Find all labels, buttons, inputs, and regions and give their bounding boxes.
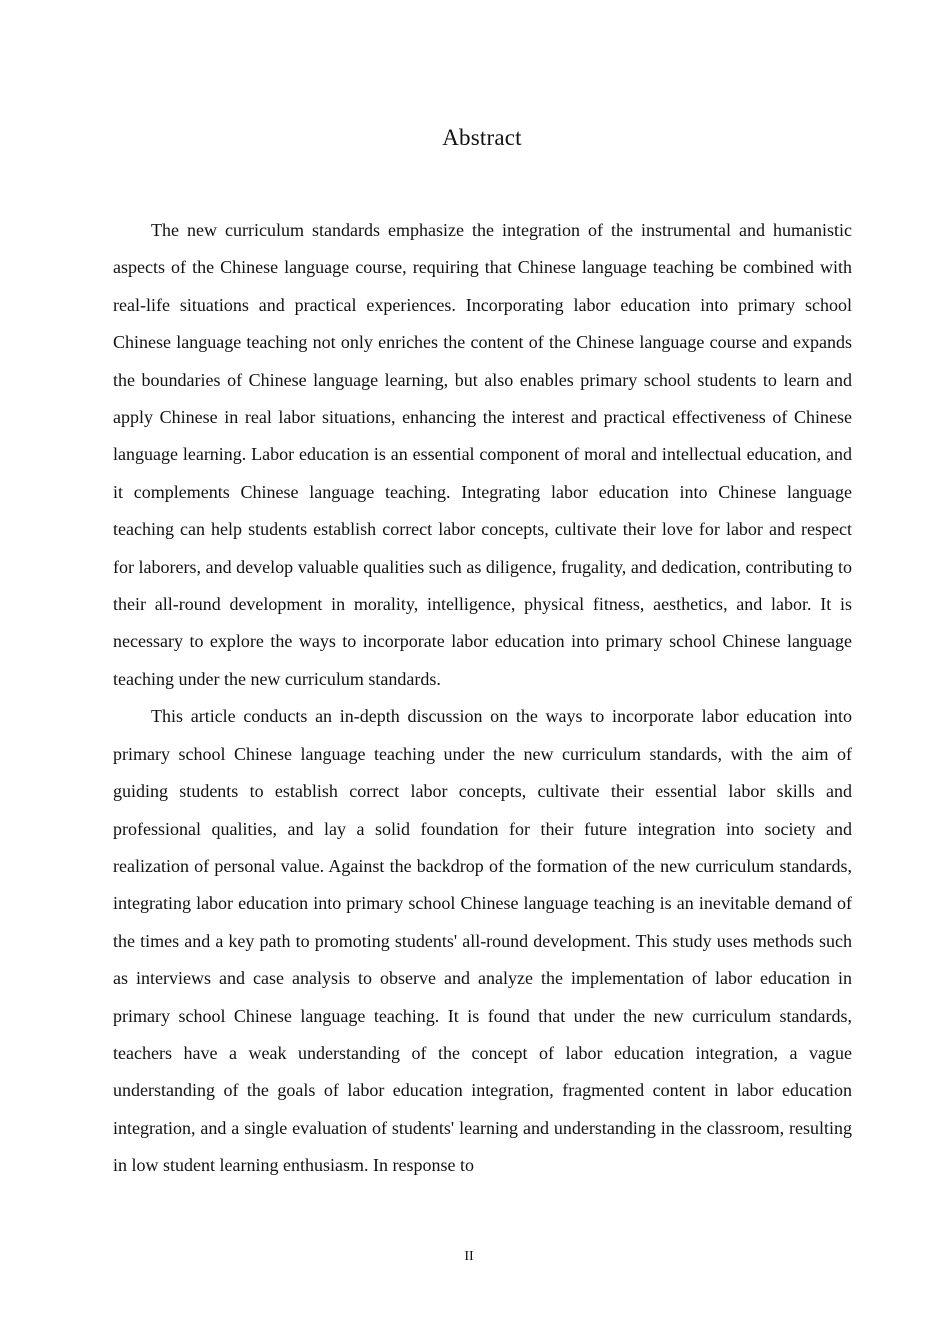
abstract-paragraph-1: The new curriculum standards emphasize the integration of the instrumental and humanistic aspects of the Chinese language course, requiring that Chinese language teaching be combined with real-life situations and practical experiences. Incorporating labor education into primary school Chinese language teaching not only enriches the content of the Chinese language course and expands the boundaries of Chinese language learning, but also enables primary school students to learn and apply Chinese in real labor situations, enhancing the interest and practical effectiveness of Chinese language learning. Labor education is an essential component of moral and intellectual education, and it complements Chinese language teaching. Integrating labor education into Chinese language teaching can help students establish correct labor concepts, cultivate their love for labor and respect for laborers, and develop valuable qualities such as diligence, frugality, and dedication, contributing to their all-round development in morality, intelligence, physical fitness, aesthetics, and labor. It is necessary to explore the ways to incorporate labor education into primary school Chinese language teaching under the new curriculum standards. — [113, 220, 852, 689]
page-number: II — [464, 1249, 474, 1264]
abstract-body — [113, 212, 852, 1185]
page-title: Abstract — [442, 125, 522, 150]
abstract-paragraph-2: This article conducts an in-depth discussion on the ways to incorporate labor education into primary school Chinese language teaching under the new curriculum standards, with the aim of guiding students to establish correct labor concepts, cultivate their essential labor skills and professional qualities, and lay a solid foundation for their future integration into society and realization of personal value. Against the backdrop of the formation of the new curriculum standards, integrating labor education into primary school Chinese language teaching is an inevitable demand of the times and a key path to promoting students' all-round development. This study uses methods such as interviews and case analysis to observe and analyze the implementation of labor education in primary school Chinese language teaching. It is found that under the new curriculum standards, teachers have a weak understanding of the concept of labor education integration, a vague understanding of the goals of labor education integration, fragmented content in labor education integration, and a single evaluation of students' learning and understanding in the classroom, resulting in low student learning enthusiasm. In response to — [113, 706, 852, 1176]
